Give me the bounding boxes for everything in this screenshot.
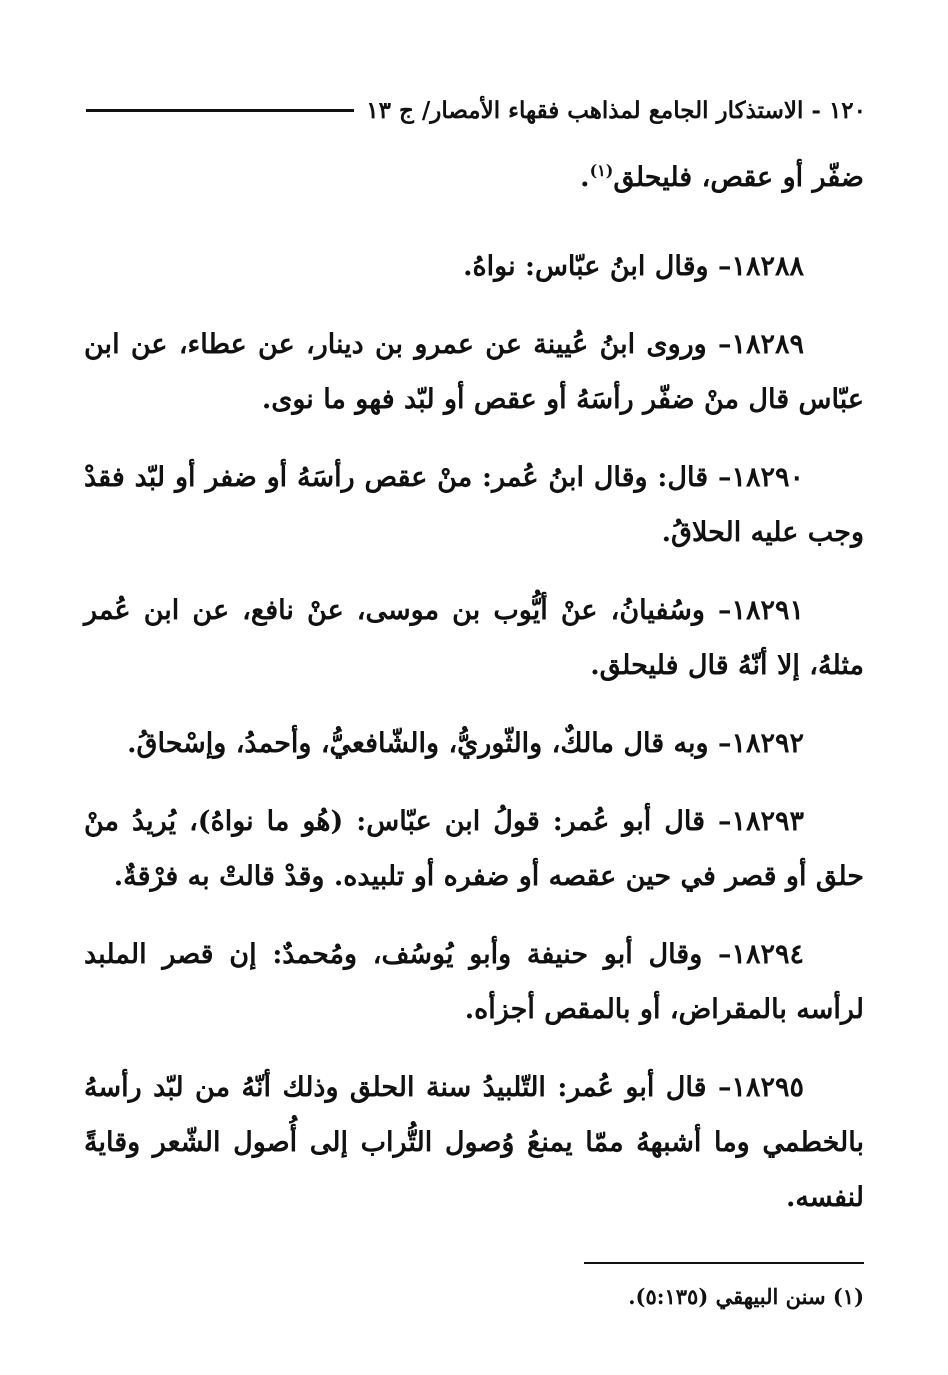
paragraph-number: ١٨٢٨٩ [731,329,804,360]
paragraph-number: ١٨٢٩٤ [731,939,804,970]
paragraph-number: ١٨٢٩٠ [731,462,804,493]
paragraph-18290 [84,450,864,560]
paragraph-number: ١٨٢٨٨ [731,251,804,282]
paragraph-number: ١٨٢٩٥ [731,1072,804,1103]
paragraph-continuation [84,150,864,205]
paragraph-text: – قال أبو عُمر: التّلبيدُ سنة الحلق وذلك أنّهُ من لبّد رأسهُ بالخطمي وما أشبههُ ممّا يمنعُ وُصول التُّراب إلى أُصول الشّعر وقايةً لنفسه. [84,1072,864,1213]
paragraph-text: ضفّر أو عقص، فليحلق [613,162,864,193]
paragraph-text: – وقال ابنُ عبّاس: نواهُ. [463,251,732,282]
paragraph-text: – قال أبو عُمر: قولُ ابن عبّاس: (هُو ما نواهُ)، يُريدُ منْ حلق أو قصر في حين عقصه أو ضفره أو تلبيده. وقدْ قالتْ به فرْقةٌ. [84,806,864,892]
paragraph-18295 [84,1060,864,1225]
paragraph-18291 [84,583,864,693]
paragraph-18289 [84,317,864,427]
running-head-text: ١٢٠ - الاستذكار الجامع لمذاهب فقهاء الأمصار/ ج ١٣ [366,96,866,124]
paragraph-number: ١٨٢٩٣ [731,806,804,837]
paragraph-number: ١٨٢٩١ [731,595,804,626]
paragraph-tail: . [580,162,590,193]
body-text [84,150,864,1248]
paragraph-18292 [84,716,864,771]
paragraph-18288 [84,239,864,294]
paragraph-text: – وروى ابنُ عُيينة عن عمرو بن دينار، عن عطاء، عن ابن عبّاس قال منْ ضفّر رأسَهُ أو عقص أو لبّد فهو ما نوى. [84,329,864,415]
paragraph-18294 [84,927,864,1037]
paragraph-text: – وبه قال مالكٌ، والثّوريُّ، والشّافعيُّ، وأحمدُ، وإسْحاقُ. [127,728,732,759]
running-head-rule [86,109,354,112]
footnote-separator [584,1262,864,1264]
paragraph-number: ١٨٢٩٢ [731,728,804,759]
footnote-reference: (١) [589,161,614,180]
paragraph-text: – قال: وقال ابنُ عُمر: منْ عقص رأسَهُ أو ضفر أو لبّد فقدْ وجب عليه الحلاقُ. [84,462,864,548]
paragraph-18293 [84,794,864,904]
paragraph-text: – وقال أبو حنيفة وأبو يُوسُف، ومُحمدٌ: إن قصر الملبد لرأسه بالمقراض، أو بالمقص أجزأه. [84,939,864,1025]
paragraph-text: – وسُفيانُ، عنْ أيُّوب بن موسى، عنْ نافع، عن ابن عُمر مثلهُ، إلا أنّهُ قال فليحلق. [84,595,864,681]
running-head [86,92,866,128]
footnote: (١) سنن البيهقي (٥:١٣٥). [628,1284,864,1309]
